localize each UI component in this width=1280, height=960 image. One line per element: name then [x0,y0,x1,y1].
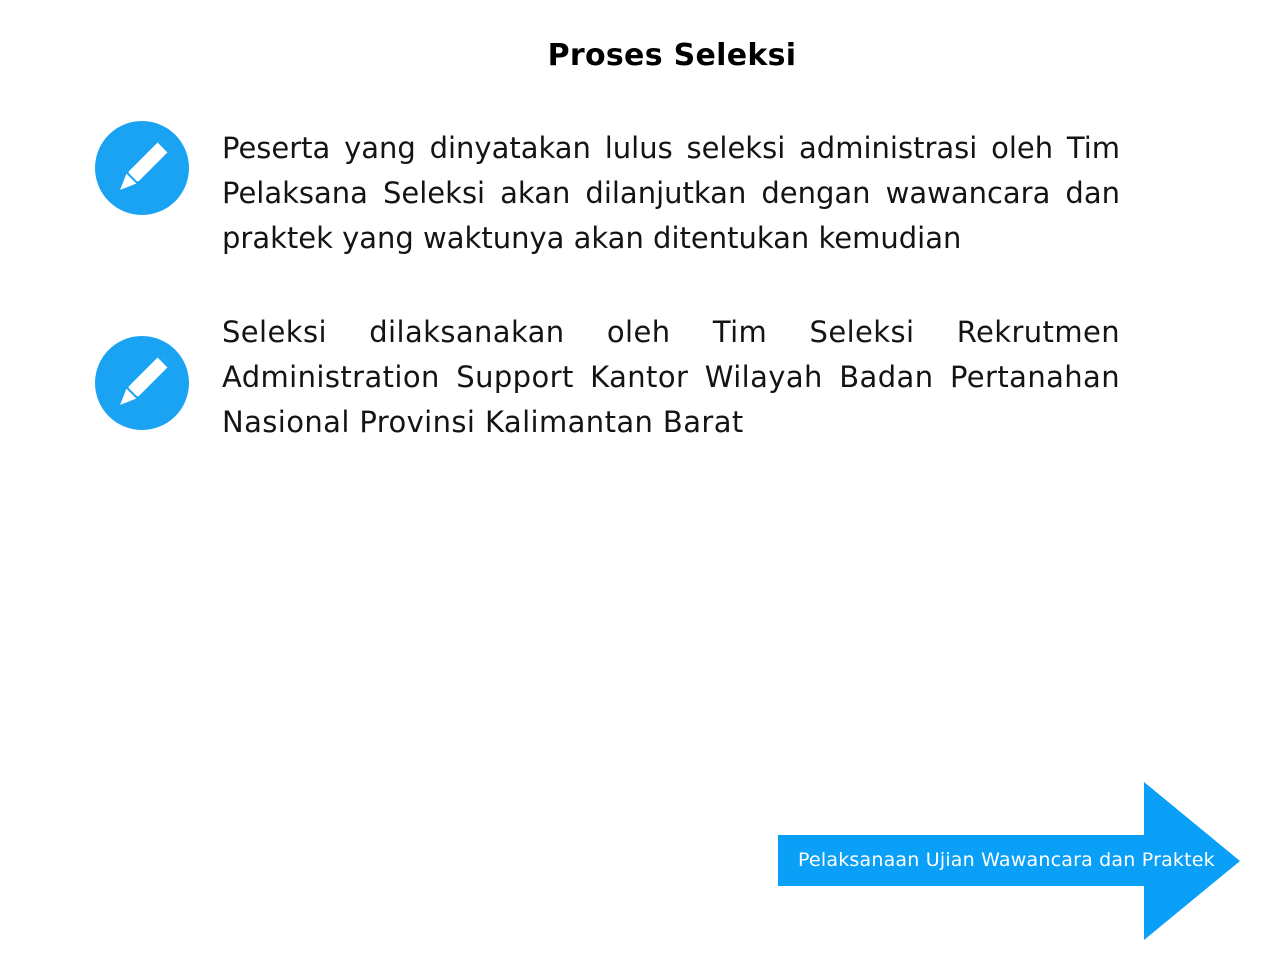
page-title: Proses Seleksi [547,38,797,74]
item-text: Peserta yang dinyatakan lulus seleksi administrasi oleh Tim Pelaksana Seleksi akan dilanjutkan dengan wawancara dan praktek yang waktunya akan ditentukan kemudian [222,131,1120,255]
next-section-label: Pelaksanaan Ujian Wawancara dan Praktek [798,849,1215,871]
item-text: Seleksi dilaksanakan oleh Tim Seleksi Rekrutmen Administration Support Kantor Wilayah Badan Pertanahan Nasional Provinsi Kalimantan Barat [222,315,1120,439]
pencil-icon [95,336,189,430]
next-section-button[interactable] [778,782,1241,940]
pencil-icon [95,121,189,215]
